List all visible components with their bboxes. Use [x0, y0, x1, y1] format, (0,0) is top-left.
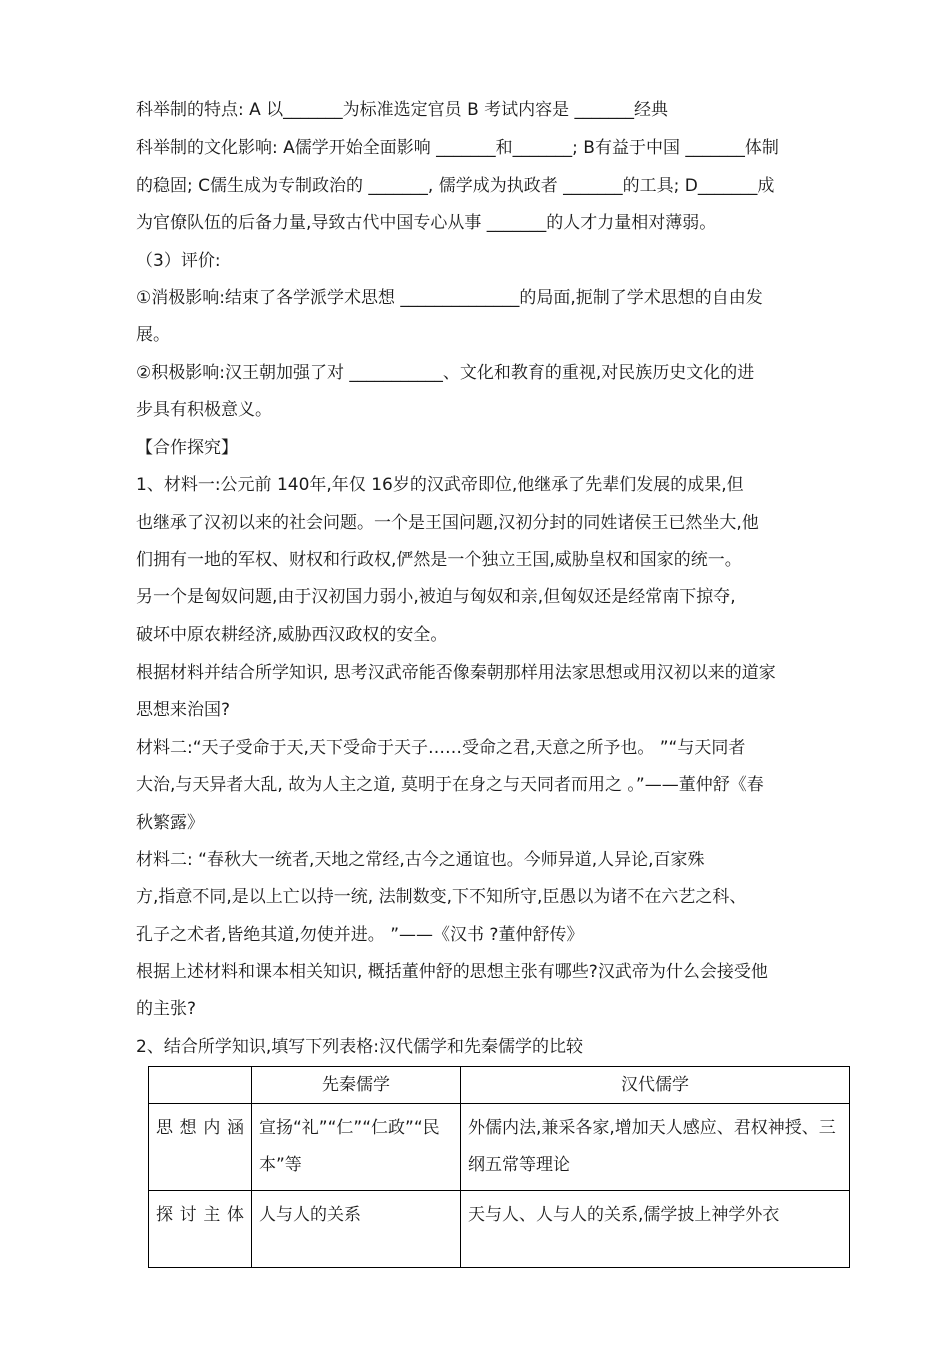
material-1-line-1: 1、材料一:公元前 140年,年仅 16岁的汉武帝即位,他继承了先辈们发展的成果,但 [136, 475, 744, 495]
material-1-line-4: 另一个是匈奴问题,由于汉初国力弱小,被迫与匈奴和亲,但匈奴还是经常南下掠夺, [136, 587, 736, 607]
question-1-line-2: 思想来治国? [136, 700, 231, 720]
question-2-line-1: 根据上述材料和课本相关知识, 概括董仲舒的思想主张有哪些?汉武帝为什么会接受他 [136, 962, 768, 982]
material-2a-line-1: 材料二:“天子受命于天,天下受命于天子……受命之君,天意之所予也。 ”“与天同者 [136, 738, 746, 758]
cooperative-inquiry-heading: 【合作探究】 [136, 438, 238, 458]
question-1-line-1: 根据材料并结合所学知识, 思考汉武帝能否像秦朝那样用法家思想或用汉初以来的道家 [136, 663, 776, 683]
keju-influence-line-1: 科举制的文化影响: A儒学开始全面影响 _______和_______; B有益于中国 _______体制 [136, 138, 779, 158]
header-blank [149, 1067, 252, 1104]
evaluation-heading: （3）评价: [136, 251, 221, 271]
row-label-subject: 探讨主体 [149, 1191, 252, 1268]
row-label-content: 思想内涵 [149, 1104, 252, 1191]
material-1-line-3: 们拥有一地的军权、财权和行政权,俨然是一个独立王国,威胁皇权和国家的统一。 [136, 550, 742, 570]
question-2-line-2: 的主张? [136, 999, 197, 1019]
table-row [149, 1191, 850, 1268]
han-subject: 天与人、人与人的关系,儒学披上神学外衣 [461, 1191, 850, 1268]
table-row [149, 1104, 850, 1191]
keju-influence-line-2: 的稳固; C儒生成为专制政治的 _______, 儒学成为执政者 _______的工具; D_______成 [136, 176, 775, 196]
header-han: 汉代儒学 [461, 1067, 850, 1104]
material-2a-line-3: 秋繁露》 [136, 813, 204, 833]
negative-impact-line-2: 展。 [136, 325, 170, 345]
material-2b-line-3: 孔子之术者,皆绝其道,勿使并进。 ”——《汉书 ?董仲舒传》 [136, 925, 584, 945]
table-instruction: 2、结合所学知识,填写下列表格:汉代儒学和先秦儒学的比较 [136, 1037, 583, 1057]
material-1-line-2: 也继承了汉初以来的社会问题。一个是王国问题,汉初分封的同姓诸侯王已然坐大,他 [136, 513, 759, 533]
material-2b-line-2: 方,指意不同,是以上亡以持一统, 法制数变,下不知所守,臣愚以为诸不在六艺之科、 [136, 887, 747, 907]
comparison-table [148, 1066, 850, 1268]
pre-qin-content: 宣扬“礼”“仁”“仁政”“民本”等 [252, 1104, 461, 1191]
keju-influence-line-3: 为官僚队伍的后备力量,导致古代中国专心从事 _______的人才力量相对薄弱。 [136, 213, 717, 233]
han-content: 外儒内法,兼采各家,增加天人感应、君权神授、三纲五常等理论 [461, 1104, 850, 1191]
material-1-line-5: 破坏中原农耕经济,威胁西汉政权的安全。 [136, 625, 448, 645]
positive-impact-line-2: 步具有积极意义。 [136, 400, 272, 420]
material-2a-line-2: 大治,与天异者大乱, 故为人主之道, 莫明于在身之与天同者而用之 。”——董仲舒《春 [136, 775, 764, 795]
header-pre-qin: 先秦儒学 [252, 1067, 461, 1104]
keju-features-line: 科举制的特点: A 以_______为标准选定官员 B 考试内容是 _______经典 [136, 100, 669, 120]
material-2b-line-1: 材料二: “春秋大一统者,天地之常经,古今之通谊也。今师异道,人异论,百家殊 [136, 850, 705, 870]
pre-qin-subject: 人与人的关系 [252, 1191, 461, 1268]
table-header-row [149, 1067, 850, 1104]
positive-impact-line-1: ②积极影响:汉王朝加强了对 ___________、文化和教育的重视,对民族历史文化的进 [136, 363, 755, 383]
negative-impact-line-1: ①消极影响:结束了各学派学术思想 ______________的局面,扼制了学术思想的自由发 [136, 288, 763, 308]
